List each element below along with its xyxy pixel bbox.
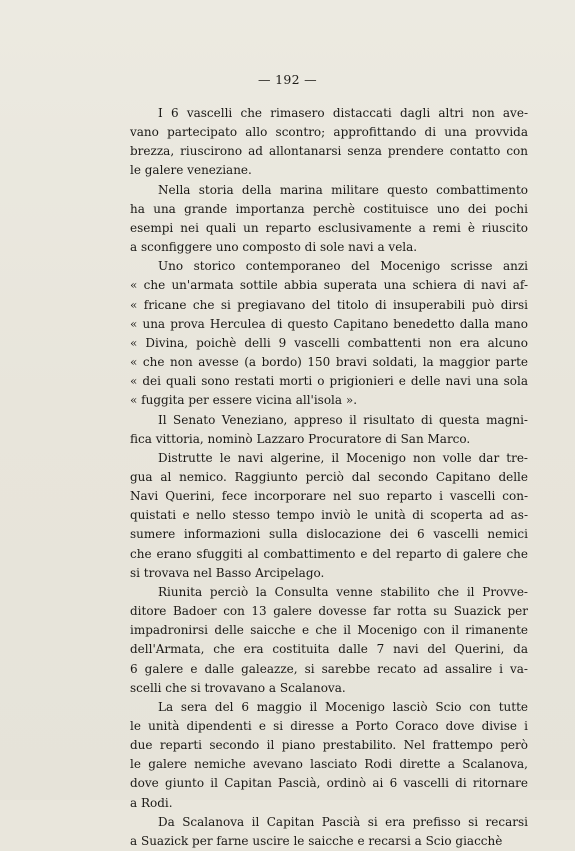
text-line: Navi Querini, fece incorporare nel suo reparto i vascelli con- [130, 489, 528, 504]
text-line: le galere veneziane. [130, 163, 252, 178]
text-line: « che non avesse (a bordo) 150 bravi soldati, la maggior parte [130, 355, 528, 370]
text-line: « Divina, poichè delli 9 vascelli combattenti non era alcuno [130, 335, 528, 350]
text-line: esempi nei quali un reparto esclusivamente a remi è riuscito [130, 220, 528, 235]
text-line: « dei quali sono restati morti o prigionieri e delle navi una sola [130, 374, 528, 389]
text-line: Da Scalanova il Capitan Pascià si era prefisso si recarsi [158, 814, 528, 829]
text-line: « che un'armata sottile abbia superata una schiera di navi af- [130, 278, 528, 293]
text-line: a Rodi. [130, 795, 173, 810]
text-line: « una prova Herculea di questo Capitano benedetto dalla mano [130, 316, 528, 331]
text-line: « fuggita per essere vicina all'isola ». [130, 393, 358, 408]
text-line: dell'Armata, che era costituita dalle 7 navi del Querini, da [130, 642, 528, 657]
text-line: si trovava nel Basso Arcipelago. [130, 565, 325, 580]
text-line: Il Senato Veneziano, appreso il risultato di questa magni- [158, 412, 528, 427]
text-line: « fricane che si pregiavano del titolo di insuperabili può dirsi [130, 297, 528, 312]
text-line: quistati e nello stesso tempo inviò le unità di scoperta ad as- [130, 508, 528, 523]
paragraph [130, 181, 528, 258]
paragraph [130, 411, 528, 449]
page-number: — 192 — [258, 72, 317, 87]
text-line: ha una grande importanza perchè costituisce uno dei pochi [130, 201, 528, 216]
text-line: sumere informazioni sulla dislocazione dei 6 vascelli nemici [130, 527, 528, 542]
text-line: I 6 vascelli che rimasero distaccati dagli altri non ave- [158, 106, 528, 120]
paragraph [130, 813, 528, 851]
text-line: ditore Badoer con 13 galere dovesse far rotta su Suazick per [130, 604, 528, 619]
text-line: Nella storia della marina militare questo combattimento [158, 182, 528, 197]
text-line: le galere nemiche avevano lasciato Rodi dirette a Scalanova, [130, 757, 528, 772]
text-line: fica vittoria, nominò Lazzaro Procuratore di San Marco. [130, 431, 471, 446]
paragraph [130, 257, 528, 410]
text-line: Riunita perciò la Consulta venne stabilito che il Provve- [158, 584, 528, 599]
text-line: Distrutte le navi algerine, il Mocenigo non volle dar tre- [158, 450, 528, 465]
text-line: gua al nemico. Raggiunto perciò dal secondo Capitano delle [130, 469, 528, 484]
text-line: Uno storico contemporaneo del Mocenigo scrisse anzi [158, 259, 528, 274]
text-line: le unità dipendenti e si diresse a Porto Coraco dove divise i [130, 719, 528, 733]
text-line: scelli che si trovavano a Scalanova. [130, 680, 346, 695]
paragraph [130, 583, 528, 698]
text-line: impadronirsi delle saicche e che il Mocenigo con il rimanente [130, 623, 528, 638]
text-line: due reparti secondo il piano prestabilito. Nel frattempo però [130, 738, 528, 753]
text-line: che erano sfuggiti al combattimento e del reparto di galere che [130, 546, 528, 561]
text-line: La sera del 6 maggio il Mocenigo lasciò Scio con tutte [158, 699, 528, 714]
body-text [130, 104, 528, 851]
text-line: 6 galere e dalle galeazze, si sarebbe recato ad assalire i va- [130, 661, 528, 676]
text-line: dove giunto il Capitan Pascià, ordinò ai 6 vascelli di ritornare [130, 776, 528, 791]
text-line: a Suazick per farne uscire le saicche e recarsi a Scio giacchè [130, 833, 503, 848]
text-line: brezza, riuscirono ad allontanarsi senza prendere contatto con [130, 144, 528, 159]
text-line: vano partecipato allo scontro; approfittando di una provvida [130, 125, 528, 140]
paragraph [130, 449, 528, 583]
text-line: a sconfiggere uno composto di sole navi a vela. [130, 240, 418, 255]
paragraph [130, 698, 528, 813]
paragraph [130, 104, 528, 181]
